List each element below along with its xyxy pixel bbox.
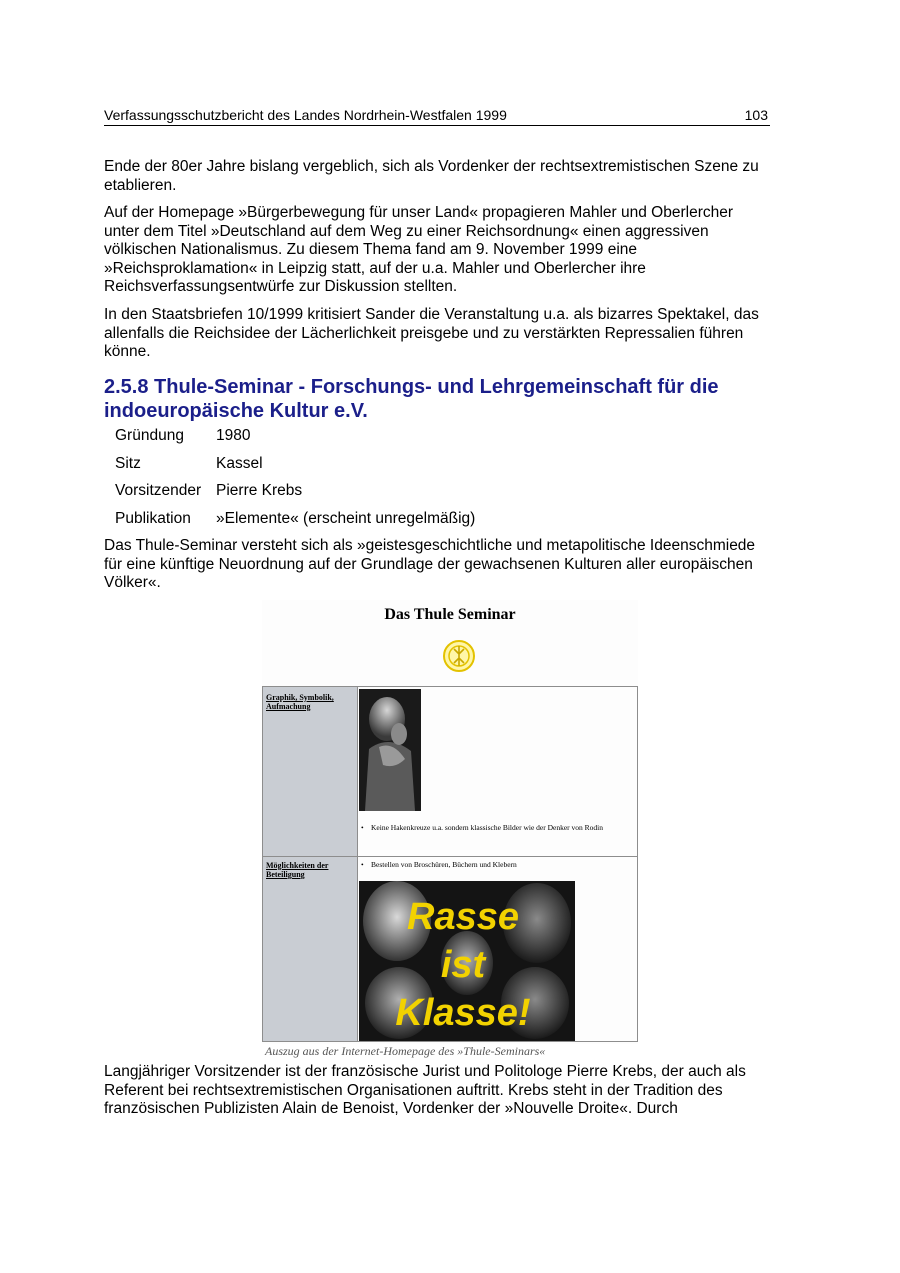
row2-bullet: • Bestellen von Broschüren, Büchern und Klebern: [371, 860, 633, 870]
paragraph-2: [104, 204, 804, 297]
figure-caption: Auszug aus der Internet-Homepage des »Thule-Seminars«: [265, 1044, 546, 1058]
fact-value: »Elemente« (erscheint unregelmäßig): [216, 509, 476, 527]
poster-line-2: ist: [440, 944, 486, 986]
website-screenshot-figure: [262, 600, 638, 1044]
site-title: Das Thule Seminar: [384, 606, 516, 623]
paragraph-line: allenfalls die Reichsidee der Lächerlichkeit preisgebe und zu verstärkten Repressalien führen: [104, 324, 744, 342]
paragraph-line: französischen Publizisten Alain de Benoist, Vordenker der »Nouvelle Droite«. Durch: [104, 1100, 678, 1117]
paragraph-line: »Reichsproklamation« in Leipzig statt, auf der u.a. Mahler und Oberlercher ihre: [104, 259, 646, 277]
fact-key: Publikation: [115, 509, 191, 527]
paragraph-3: [104, 306, 804, 362]
paragraph-line: Auf der Homepage »Bürgerbewegung für unser Land« propagieren Mahler und Oberlercher: [104, 204, 734, 221]
poster-line-3: Klasse!: [395, 992, 531, 1034]
paragraph-line: Ende der 80er Jahre bislang vergeblich, sich als Vordenker der rechtsextremistischen Szene zu: [104, 158, 759, 175]
paragraph-5: [104, 1063, 804, 1119]
paragraph-4: [104, 537, 804, 593]
page-number: 103: [744, 107, 768, 123]
heading-line: 2.5.8 Thule-Seminar - Forschungs- und Lehrgemeinschaft für die: [104, 376, 719, 398]
fact-key: Sitz: [115, 454, 141, 472]
row1-bullet: • Keine Hakenkreuze u.a. sondern klassische Bilder wie der Denker von Rodin: [371, 823, 633, 833]
row2-label: Möglichkeiten der Beteiligung: [266, 861, 329, 879]
paragraph-1: [104, 158, 804, 195]
heading-line: indoeuropäische Kultur e.V.: [104, 400, 368, 422]
running-title: Verfassungsschutzbericht des Landes Nordrhein-Westfalen 1999: [104, 107, 507, 123]
paragraph-line: für eine künftige Neuordnung auf der Grundlage der gewachsenen Kulturen aller europäischen: [104, 555, 753, 573]
emblem-icon: [442, 638, 476, 674]
section-heading: [104, 375, 804, 423]
paragraph-line: Reichsverfassungsentwürfe zur Diskussion stellten.: [104, 278, 458, 295]
page-header: [104, 106, 770, 126]
poster-line-1: Rasse: [407, 896, 519, 938]
fact-value: Pierre Krebs: [216, 482, 303, 499]
row-divider: [263, 856, 637, 857]
rasse-ist-klasse-poster: [359, 881, 575, 1041]
paragraph-line: könne.: [104, 343, 151, 360]
paragraph-line: Das Thule-Seminar versteht sich als »geistesgeschichtliche und metapolitische Ideenschmiede: [104, 537, 756, 554]
fact-key: Vorsitzender: [115, 482, 202, 499]
site-table: [262, 686, 638, 1042]
paragraph-line: In den Staatsbriefen 10/1999 kritisiert Sander die Veranstaltung u.a. als bizarres Spektakel, das: [104, 306, 759, 323]
rodin-thinker-photo: [359, 689, 421, 811]
paragraph-line: unter dem Titel »Deutschland auf dem Weg zu einer Reichsordnung« einen aggressiven: [104, 222, 709, 240]
fact-value: 1980: [216, 427, 251, 444]
fact-value: Kassel: [216, 454, 263, 472]
fact-key: Gründung: [115, 427, 184, 444]
paragraph-line: etablieren.: [104, 176, 177, 194]
row1-label: Graphik, Symbolik, Aufmachung: [266, 693, 334, 711]
paragraph-line: Völker«.: [104, 574, 161, 591]
paragraph-line: völkischen Nationalismus. Zu diesem Thema fand am 9. November 1999 eine: [104, 241, 638, 258]
paragraph-line: Referent bei rechtsextremistischen Organisationen auftritt. Krebs steht in der Tradition des: [104, 1081, 723, 1099]
paragraph-line: Langjähriger Vorsitzender ist der französische Jurist und Politologe Pierre Krebs, der auch als: [104, 1063, 746, 1080]
